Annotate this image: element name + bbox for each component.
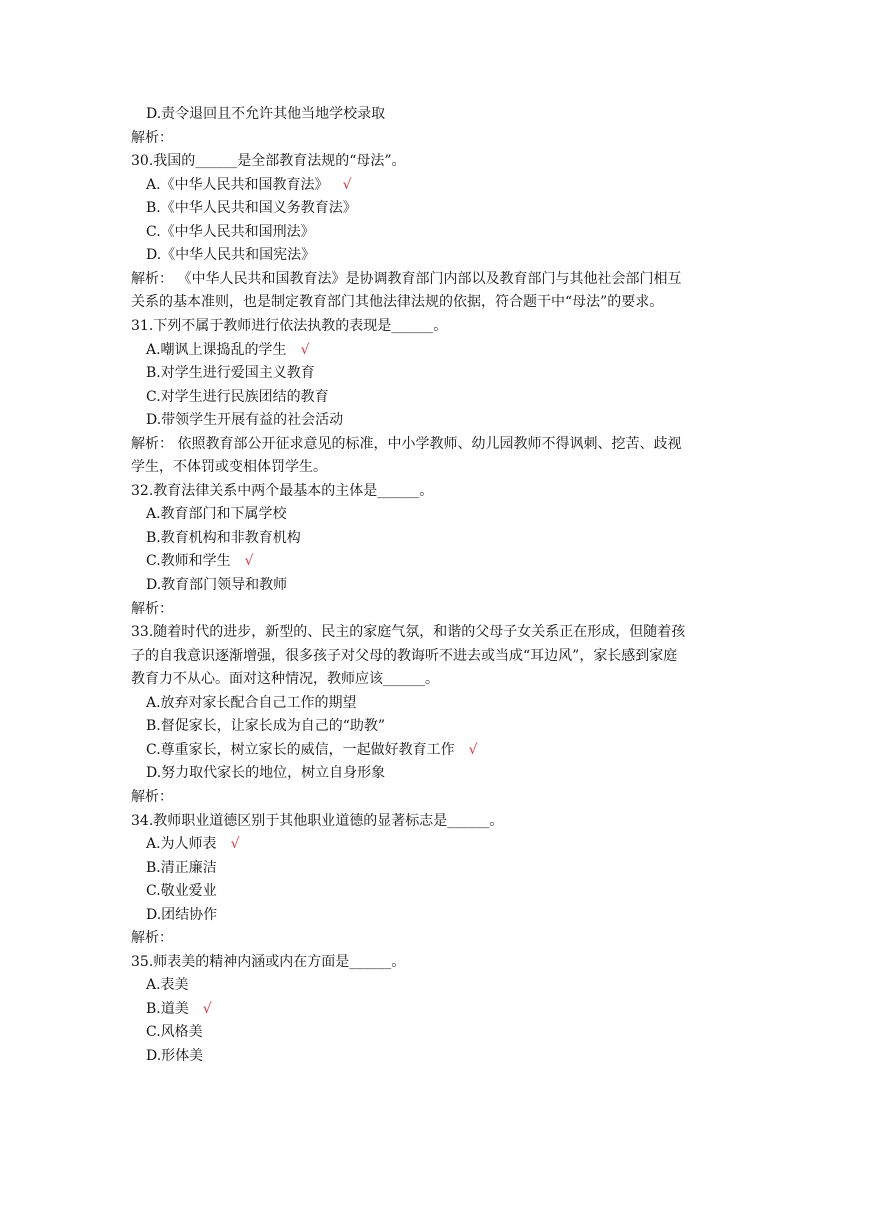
option-text: D.责令退回且不允许其他当地学校录取: [146, 106, 386, 122]
answer-option: [146, 857, 756, 880]
option-text: D.团结协作: [146, 906, 218, 923]
answer-option: [146, 386, 756, 409]
document-line: [131, 150, 741, 173]
option-text: A.表美: [146, 977, 189, 994]
document-line: [131, 645, 741, 668]
option-text: A.《中华人民共和国教育法》: [146, 176, 329, 193]
option-text: B.道美: [146, 1000, 189, 1017]
option-text: B.督促家长，让家长成为自己的“助教”: [146, 718, 386, 735]
line-text: 解析：: [131, 600, 173, 617]
answer-option: [146, 221, 756, 244]
correct-answer-check-icon: √: [300, 341, 310, 358]
option-text: D.努力取代家长的地位，树立自身形象: [146, 765, 386, 782]
document-line: [131, 480, 741, 503]
document-line: [131, 598, 741, 621]
line-text: 学生，不体罚或变相体罚学生。: [131, 459, 327, 476]
option-text: C.对学生进行民族团结的教育: [146, 388, 329, 405]
option-text: D.形体美: [146, 1048, 204, 1064]
option-text: C.风格美: [146, 1024, 203, 1041]
answer-option: [146, 904, 756, 927]
answer-option: [146, 244, 756, 267]
option-text: A.教育部门和下属学校: [146, 506, 287, 523]
line-text: 32.教育法律关系中两个最基本的主体是______。: [131, 482, 434, 499]
answer-option: [146, 527, 756, 550]
document-line: [131, 291, 741, 314]
option-text: B.教育机构和非教育机构: [146, 529, 301, 546]
correct-answer-check-icon: √: [230, 836, 240, 853]
option-text: C.尊重家长，树立家长的威信，一起做好教育工作: [146, 741, 455, 758]
answer-option: [146, 197, 756, 220]
document-line: [131, 927, 741, 950]
document-line: [131, 621, 741, 644]
document-line: [131, 810, 741, 833]
option-text: D.带领学生开展有益的社会活动: [146, 412, 344, 429]
option-text: B.《中华人民共和国义务教育法》: [146, 200, 357, 217]
line-text: 解析： 《中华人民共和国教育法》是协调教育部门内部以及教育部门与其他社会部门相互: [131, 270, 682, 287]
line-text: 31.下列不属于教师进行依法执教的表现是______。: [131, 317, 448, 334]
answer-option: [146, 174, 756, 197]
answer-option: [146, 362, 756, 385]
answer-option: [146, 739, 756, 762]
document-line: [131, 951, 741, 974]
answer-option: [146, 339, 756, 362]
answer-option: [146, 692, 756, 715]
option-text: C.《中华人民共和国刑法》: [146, 223, 315, 240]
answer-option: [146, 833, 756, 856]
line-text: 解析：: [131, 788, 173, 805]
document-line: [131, 668, 741, 691]
option-text: D.教育部门领导和教师: [146, 577, 288, 593]
option-text: B.清正廉洁: [146, 859, 217, 876]
document-line: [131, 786, 741, 809]
document-line: [131, 315, 741, 338]
answer-option: [146, 974, 756, 997]
answer-option: [146, 880, 756, 903]
line-text: 34.教师职业道德区别于其他职业道德的显著标志是______。: [131, 812, 504, 829]
answer-option: [146, 1045, 756, 1068]
answer-option: [146, 715, 756, 738]
line-text: 子的自我意识逐渐增强，很多孩子对父母的教诲听不进去或当成“耳边风”，家长感到家庭: [131, 647, 678, 664]
document-line: [131, 433, 741, 456]
option-text: A.为人师表: [146, 836, 217, 853]
document-line: [131, 268, 741, 291]
line-text: 关系的基本准则，也是制定教育部门其他法律法规的依据，符合题干中“母法”的要求。: [131, 294, 664, 311]
correct-answer-check-icon: √: [468, 741, 478, 758]
answer-option: [146, 103, 756, 126]
option-text: D.《中华人民共和国宪法》: [146, 247, 316, 264]
correct-answer-check-icon: √: [244, 553, 254, 570]
line-text: 解析： 依照教育部公开征求意见的标准，中小学教师、幼儿园教师不得讽刺、挖苦、歧视: [131, 435, 682, 452]
answer-option: [146, 503, 756, 526]
option-text: B.对学生进行爱国主义教育: [146, 365, 315, 382]
line-text: 解析：: [131, 129, 173, 146]
document-line: [131, 127, 741, 150]
answer-option: [146, 998, 756, 1021]
answer-option: [146, 409, 756, 432]
line-text: 解析：: [131, 930, 173, 947]
option-text: C.教师和学生: [146, 553, 231, 570]
answer-option: [146, 762, 756, 785]
option-text: A.嘲讽上课捣乱的学生: [146, 341, 287, 358]
document-line: [131, 456, 741, 479]
option-text: C.敬业爱业: [146, 883, 217, 900]
answer-option: [146, 550, 756, 573]
line-text: 35.师表美的精神内涵或内在方面是______。: [131, 953, 406, 970]
correct-answer-check-icon: √: [342, 176, 352, 193]
line-text: 30.我国的______是全部教育法规的“母法”。: [131, 153, 406, 170]
line-text: 33.随着时代的进步，新型的、民主的家庭气氛，和谐的父母子女关系正在形成，但随着孩: [131, 624, 686, 641]
line-text: 教育力不从心。面对这种情况，教师应该______。: [131, 671, 439, 688]
correct-answer-check-icon: √: [202, 1000, 212, 1017]
answer-option: [146, 1021, 756, 1044]
option-text: A.放弃对家长配合自己工作的期望: [146, 694, 357, 711]
answer-option: [146, 574, 756, 597]
